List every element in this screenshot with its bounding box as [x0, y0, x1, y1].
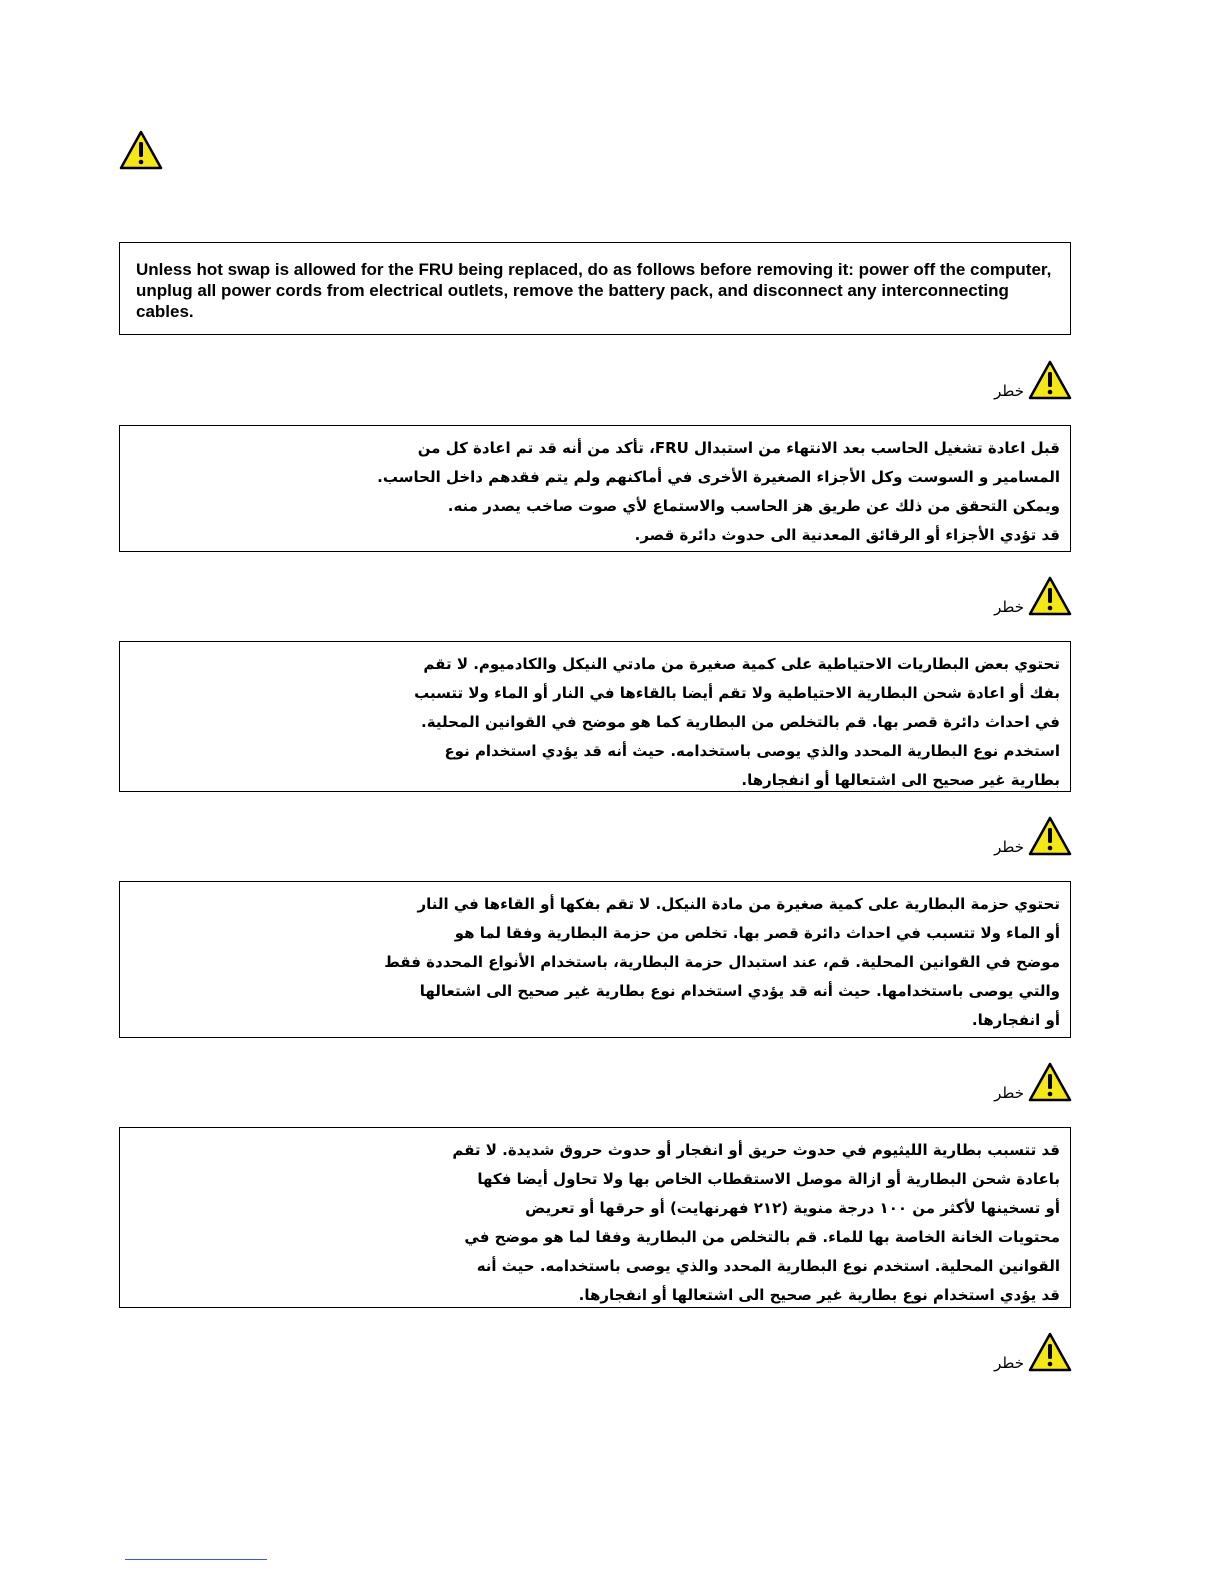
warning-text-line: ويمكن التحقق من ذلك عن طريق هز الحاسب والاستماع لأي صوت صاخب يصدر منه. — [447, 497, 1060, 515]
warning-box-lithium-battery — [119, 1127, 1071, 1308]
footer-rule — [125, 1559, 267, 1560]
warning-text-line: استخدم نوع البطارية المحدد والذي يوصى باستخدامه. حيث أنه قد يؤدي استخدام نوع — [444, 742, 1060, 760]
warning-text-line: أو تسخينها لأكثر من ١٠٠ درجة منوية (٢١٢ فهرنهايت) أو حرقها أو تعريض — [525, 1199, 1060, 1217]
warning-box-fru-reassembly — [119, 425, 1071, 552]
danger-label: خطر — [994, 838, 1024, 856]
warning-text-line: أو انفجارها. — [971, 1011, 1060, 1029]
warning-text-line: المسامير و السوست وكل الأجزاء الصغيرة الأخرى في أماكنهم ولم يتم فقدهم داخل الحاسب. — [377, 468, 1060, 486]
warning-text-line: أو الماء ولا تتسبب في احداث دائرة قصر بها. تخلص من حزمة البطارية وفقا لما هو — [454, 924, 1060, 942]
warning-text-line: والتي يوصى باستخدامها. حيث أنه قد يؤدي استخدام نوع بطارية غير صحيح الى اشتعالها — [419, 982, 1060, 1000]
warning-triangle-icon — [1027, 1331, 1073, 1373]
danger-label: خطر — [994, 1354, 1024, 1372]
danger-label: خطر — [994, 382, 1024, 400]
warning-text-line: محتويات الخانة الخاصة بها للماء. قم بالتخلص من البطارية وفقا لما هو موضح في — [464, 1228, 1060, 1246]
english-notice-box — [119, 242, 1071, 335]
warning-text-line: القوانين المحلية. استخدم نوع البطارية المحدد والذي يوصى باستخدامه. حيث أنه — [476, 1257, 1060, 1275]
warning-box-backup-battery — [119, 641, 1071, 792]
warning-triangle-icon — [1027, 359, 1073, 401]
warning-text-line: باعادة شحن البطارية أو ازالة موصل الاستقطاب الخاص بها ولا تحاول أيضا فكها — [477, 1170, 1060, 1188]
warning-triangle-icon — [118, 129, 164, 171]
warning-triangle-icon — [1027, 815, 1073, 857]
warning-text-line: تحتوي حزمة البطارية على كمية صغيرة من مادة النيكل. لا تقم بفكها أو القاءها في النار — [417, 895, 1060, 913]
danger-label: خطر — [994, 1084, 1024, 1102]
warning-text-line: في احداث دائرة قصر بها. قم بالتخلص من البطارية كما هو موضح في القوانين المحلية. — [421, 713, 1060, 731]
warning-text-line: قد تتسبب بطارية الليثيوم في حدوث حريق أو انفجار أو حدوث حروق شديدة. لا تقم — [452, 1141, 1060, 1159]
warning-triangle-icon — [1027, 575, 1073, 617]
warning-text-line: بطارية غير صحيح الى اشتعالها أو انفجارها. — [741, 771, 1060, 789]
warning-text-line: بفك أو اعادة شحن البطارية الاحتياطية ولا تقم أيضا بالقاءها في النار أو الماء ولا تتسبب — [414, 684, 1060, 702]
warning-text-line: قد يؤدي استخدام نوع بطارية غير صحيح الى اشتعالها أو انفجارها. — [578, 1286, 1060, 1304]
warning-box-nickel-battery-pack — [119, 881, 1071, 1038]
warning-text-line: قد تؤدي الأجزاء أو الرقائق المعدنية الى حدوث دائرة قصر. — [634, 526, 1060, 544]
danger-label: خطر — [994, 598, 1024, 616]
warning-text-line: قبل اعادة تشغيل الحاسب بعد الانتهاء من استبدال FRU، تأكد من أنه قد تم اعادة كل من — [417, 439, 1060, 457]
english-notice-text: Unless hot swap is allowed for the FRU being replaced, do as follows before removing it: power off the computer, unplug all power cords from electrical outlets, remove the battery pack, and disconnect any interconnecting cables. — [136, 260, 1052, 321]
warning-text-line: تحتوي بعض البطاريات الاحتياطية على كمية صغيرة من مادتي النيكل والكادميوم. لا تقم — [423, 655, 1060, 673]
warning-triangle-icon — [1027, 1061, 1073, 1103]
warning-text-line: موضح في القوانين المحلية. قم، عند استبدال حزمة البطارية، باستخدام الأنواع المحددة فقط — [384, 953, 1060, 971]
